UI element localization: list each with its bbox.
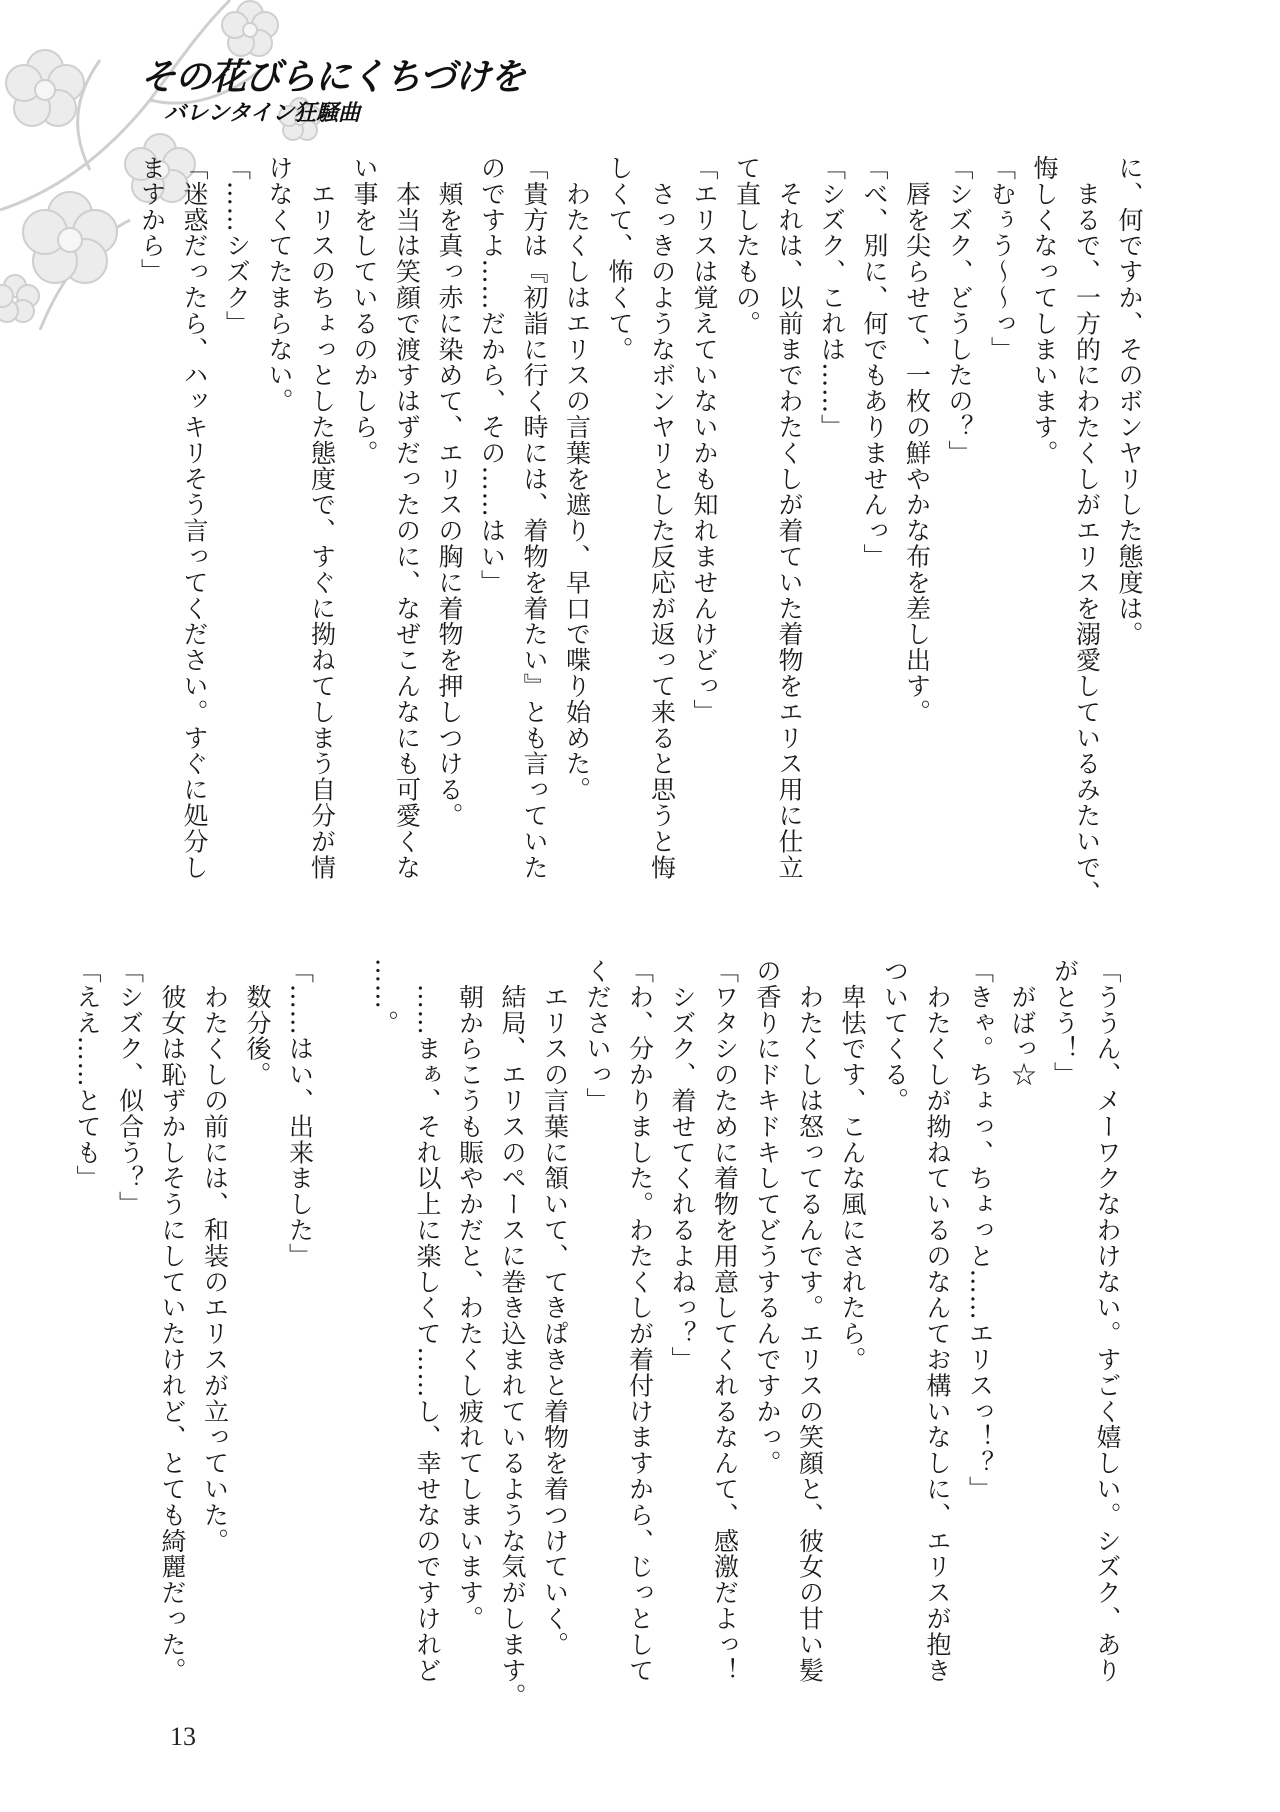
text-line: ……。 xyxy=(370,958,400,1036)
text-line: わたくしの前には、和装のエリスが立っていた。 xyxy=(200,958,230,1554)
text-line: ついてくる。 xyxy=(880,958,910,1114)
text-line: 「シズク、これは……」 xyxy=(817,155,847,440)
text-line: 「ワタシのために着物を用意してくれるなんて、感激だよっ！ xyxy=(710,958,740,1684)
text-line: 「シズク、似合う？」 xyxy=(115,958,145,1217)
text-line: 「むぅう〜〜っ」 xyxy=(987,155,1017,363)
text-line: それは、以前までわたくしが着ていた着物をエリス用に仕立 xyxy=(775,155,804,881)
book-subtitle: バレンタイン狂騒曲 xyxy=(164,101,361,126)
text-line: わたくしが拗ねているのなんてお構いなしに、エリスが抱き xyxy=(923,958,952,1684)
text-line: 「シズク、どうしたの？」 xyxy=(945,155,974,466)
text-line: の香りにドキドキしてどうするんですかっ。 xyxy=(753,958,782,1476)
text-line: ますから」 xyxy=(137,155,167,285)
text-line: 「べ、別に、何でもありませんっ」 xyxy=(860,155,889,570)
text-line: に、何ですか、そのボンヤリした態度は。 xyxy=(1115,155,1144,648)
text-line: 唇を尖らせて、一枚の鮮やかな布を差し出す。 xyxy=(902,155,932,725)
text-line: のですよ……だから、その……はい」 xyxy=(477,155,507,596)
text-line: さっきのようなボンヤリとした反応が返って来ると思うと悔 xyxy=(647,155,677,881)
text-line: くださいっ」 xyxy=(583,958,612,1114)
text-line: がばっ☆ xyxy=(1008,958,1037,1088)
text-line: しくて、怖くて。 xyxy=(605,155,634,363)
text-line xyxy=(321,958,364,1703)
page-number: 13 xyxy=(170,1722,196,1751)
text-line: 「きゃ。ちょっ、ちょっと……エリスっ！？」 xyxy=(965,958,995,1502)
text-line: 彼女は恥ずかしそうにしていたけれど、とても綺麗だった。 xyxy=(158,958,187,1684)
text-block-upper xyxy=(130,155,1150,915)
text-line: 悔しくなってしまいます。 xyxy=(1030,155,1059,466)
text-line: 「ううん、メーワクなわけない。すごく嬉しい。シズク、あり xyxy=(1093,958,1122,1684)
text-line: 本当は笑顔で渡すはずだったのに、なぜこんなにも可愛くな xyxy=(392,155,422,881)
text-line: シズク、着せてくれるよねっ？」 xyxy=(668,958,697,1373)
text-line: 「貴方は『初詣に行く時には、着物を着たい』とも言っていた xyxy=(520,155,549,881)
text-line: がとう！」 xyxy=(1050,958,1080,1088)
text-line: 朝からこうも賑やかだと、わたくし疲れてしまいます。 xyxy=(455,958,485,1632)
text-line: けなくてたまらない。 xyxy=(265,155,294,414)
text-line: 「……はい、出来ました」 xyxy=(285,958,315,1269)
book-title-block xyxy=(140,56,525,128)
text-line: 頬を真っ赤に染めて、エリスの胸に着物を押しつける。 xyxy=(435,155,464,829)
text-line: 「わ、分かりました。わたくしが着付けますから、じっとして xyxy=(625,958,655,1684)
text-line: 卑怯です、こんな風にされたら。 xyxy=(838,958,867,1373)
text-line: ……まぁ、それ以上に楽しくて……し、幸せなのですけれど xyxy=(413,958,442,1684)
text-line: 数分後。 xyxy=(243,958,272,1088)
text-line: 「ええ……とても」 xyxy=(73,958,102,1192)
text-line: エリスの言葉に頷いて、てきぱきと着物を着つけていく。 xyxy=(540,958,570,1658)
text-line: エリスのちょっとした態度で、すぐに拗ねてしまう自分が情 xyxy=(307,155,337,881)
text-line: 「……シズク」 xyxy=(222,155,252,337)
text-block-lower xyxy=(66,958,1129,1710)
text-line: て直したもの。 xyxy=(732,155,762,337)
text-line: 「迷惑だったら、ハッキリそう言ってください。すぐに処分し xyxy=(180,155,209,881)
text-line: わたくしは怒ってるんです。エリスの笑顔と、彼女の甘い髪 xyxy=(795,958,825,1684)
text-line: い事をしているのかしら。 xyxy=(350,155,379,466)
text-line: まるで、一方的にわたくしがエリスを溺愛しているみたいで、 xyxy=(1072,155,1102,907)
text-line: 結局、エリスのペースに巻き込まれているような気がします。 xyxy=(498,958,527,1710)
text-line: 「エリスは覚えていないかも知れませんけどっ」 xyxy=(690,155,719,725)
text-line: わたくしはエリスの言葉を遮り、早口で喋り始めた。 xyxy=(562,155,592,803)
book-title: その花びらにくちづけを xyxy=(140,57,525,98)
